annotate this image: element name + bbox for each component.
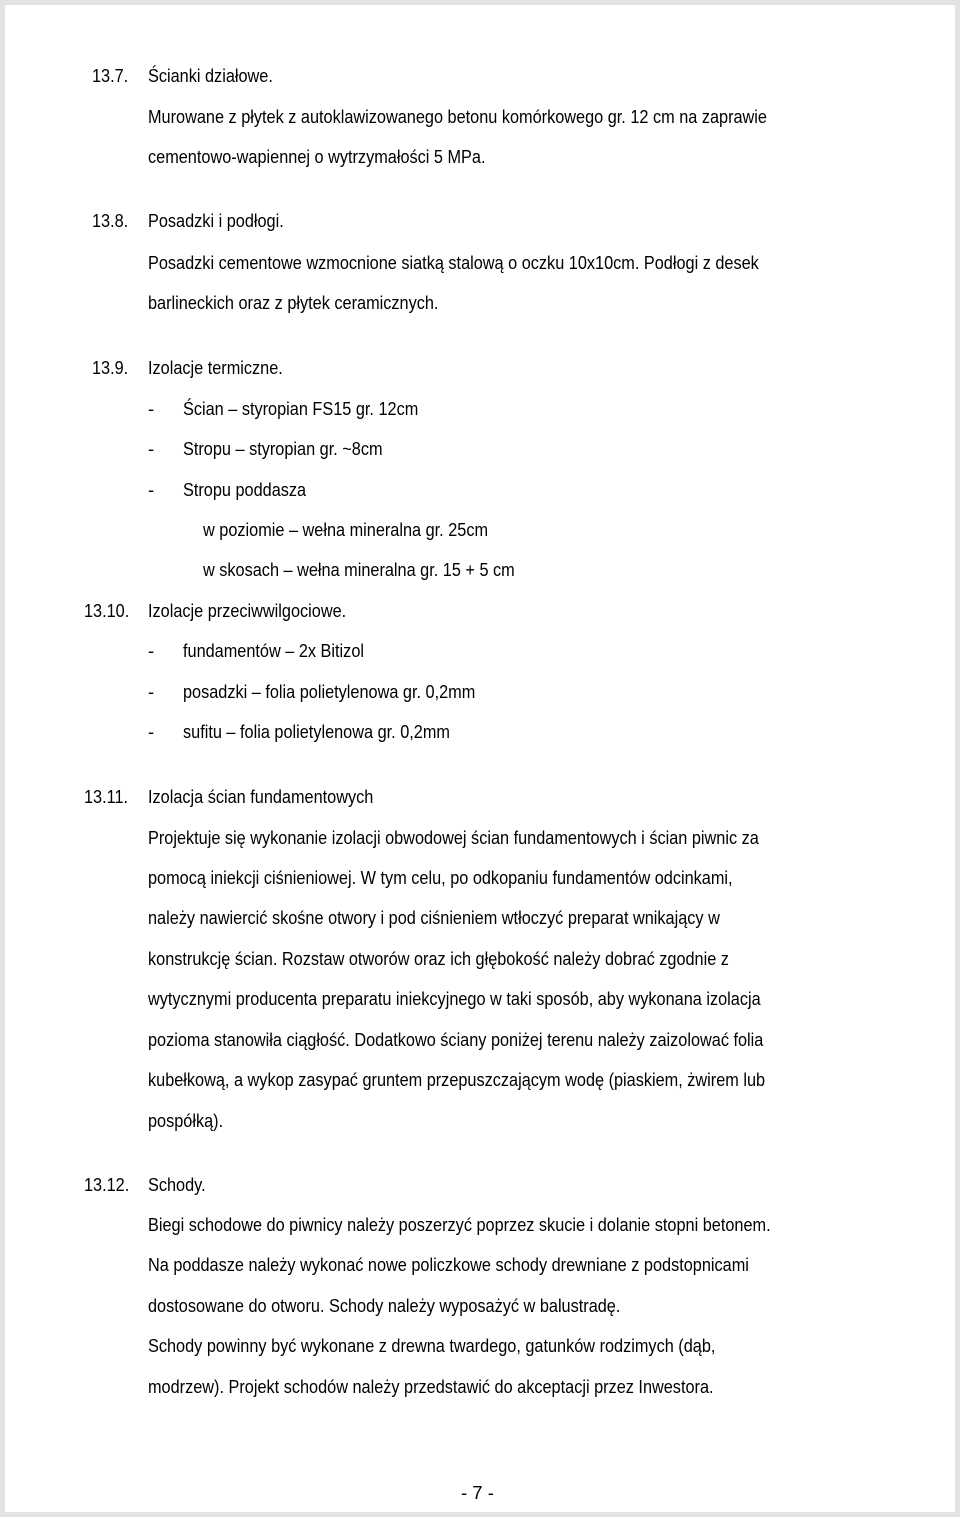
- list-item: Stropu – styropian gr. ~8cm: [183, 438, 383, 459]
- paragraph-line: pozioma stanowiła ciągłość. Dodatkowo ściany poniżej terenu należy zaizolować folia: [148, 1029, 764, 1050]
- section-number: 13.8.: [92, 210, 129, 231]
- paragraph-line: Na poddasze należy wykonać nowe policzkowe schody drewniane z podstopnicami: [148, 1254, 749, 1275]
- section-number: 13.12.: [84, 1174, 130, 1195]
- paragraph-line: kubełkową, a wykop zasypać gruntem przepuszczającym wodę (piaskiem, żwirem lub: [148, 1069, 766, 1090]
- paragraph-line: pomocą iniekcji ciśnieniowej. W tym celu, po odkopaniu fundamentów odcinkami,: [148, 867, 733, 888]
- list-bullet: -: [148, 479, 155, 500]
- section-title: Posadzki i podłogi.: [148, 210, 284, 231]
- paragraph-line: cementowo-wapiennej o wytrzymałości 5 MPa.: [148, 146, 486, 167]
- list-item: sufitu – folia polietylenowa gr. 0,2mm: [183, 721, 450, 742]
- paragraph-line: Murowane z płytek z autoklawizowanego betonu komórkowego gr. 12 cm na zaprawie: [148, 106, 767, 127]
- list-bullet: -: [148, 681, 155, 702]
- list-bullet: -: [148, 721, 155, 742]
- section-title: Izolacje termiczne.: [148, 357, 283, 378]
- paragraph-line: barlineckich oraz z płytek ceramicznych.: [148, 292, 439, 313]
- paragraph-line: Biegi schodowe do piwnicy należy poszerzyć poprzez skucie i dolanie stopni betonem.: [148, 1214, 771, 1235]
- paragraph-line: konstrukcję ścian. Rozstaw otworów oraz ich głębokość należy dobrać zgodnie z: [148, 948, 729, 969]
- section-number: 13.7.: [92, 65, 129, 86]
- list-bullet: -: [148, 640, 155, 661]
- section-number: 13.11.: [84, 786, 129, 807]
- section-title: Izolacja ścian fundamentowych: [148, 786, 374, 807]
- page-number: - 7 -: [461, 1482, 494, 1503]
- paragraph-line: należy nawiercić skośne otwory i pod ciśnieniem wtłoczyć preparat wnikający w: [148, 907, 720, 928]
- paragraph-line: wytycznymi producenta preparatu iniekcyjnego w taki sposób, aby wykonana izolacja: [148, 988, 761, 1009]
- section-title: Ścianki działowe.: [148, 65, 273, 86]
- section-title: Schody.: [148, 1174, 206, 1195]
- list-bullet: -: [148, 398, 155, 419]
- paragraph-line: modrzew). Projekt schodów należy przedstawić do akceptacji przez Inwestora.: [148, 1376, 714, 1397]
- paragraph-line: Schody powinny być wykonane z drewna twardego, gatunków rodzimych (dąb,: [148, 1335, 716, 1356]
- section-number: 13.10.: [84, 600, 130, 621]
- list-item: Stropu poddasza: [183, 479, 307, 500]
- sub-list-item: w poziomie – wełna mineralna gr. 25cm: [203, 519, 489, 540]
- list-item: fundamentów – 2x Bitizol: [183, 640, 364, 661]
- paragraph-line: Projektuje się wykonanie izolacji obwodowej ścian fundamentowych i ścian piwnic za: [148, 827, 759, 848]
- sub-list-item: w skosach – wełna mineralna gr. 15 + 5 cm: [203, 559, 515, 580]
- list-bullet: -: [148, 438, 155, 459]
- section-title: Izolacje przeciwwilgociowe.: [148, 600, 347, 621]
- paragraph-line: pospółką).: [148, 1110, 224, 1131]
- section-number: 13.9.: [92, 357, 129, 378]
- paragraph-line: Posadzki cementowe wzmocnione siatką stalową o oczku 10x10cm. Podłogi z desek: [148, 252, 759, 273]
- list-item: posadzki – folia polietylenowa gr. 0,2mm: [183, 681, 476, 702]
- paragraph-line: dostosowane do otworu. Schody należy wyposażyć w balustradę.: [148, 1295, 621, 1316]
- list-item: Ścian – styropian FS15 gr. 12cm: [183, 398, 419, 419]
